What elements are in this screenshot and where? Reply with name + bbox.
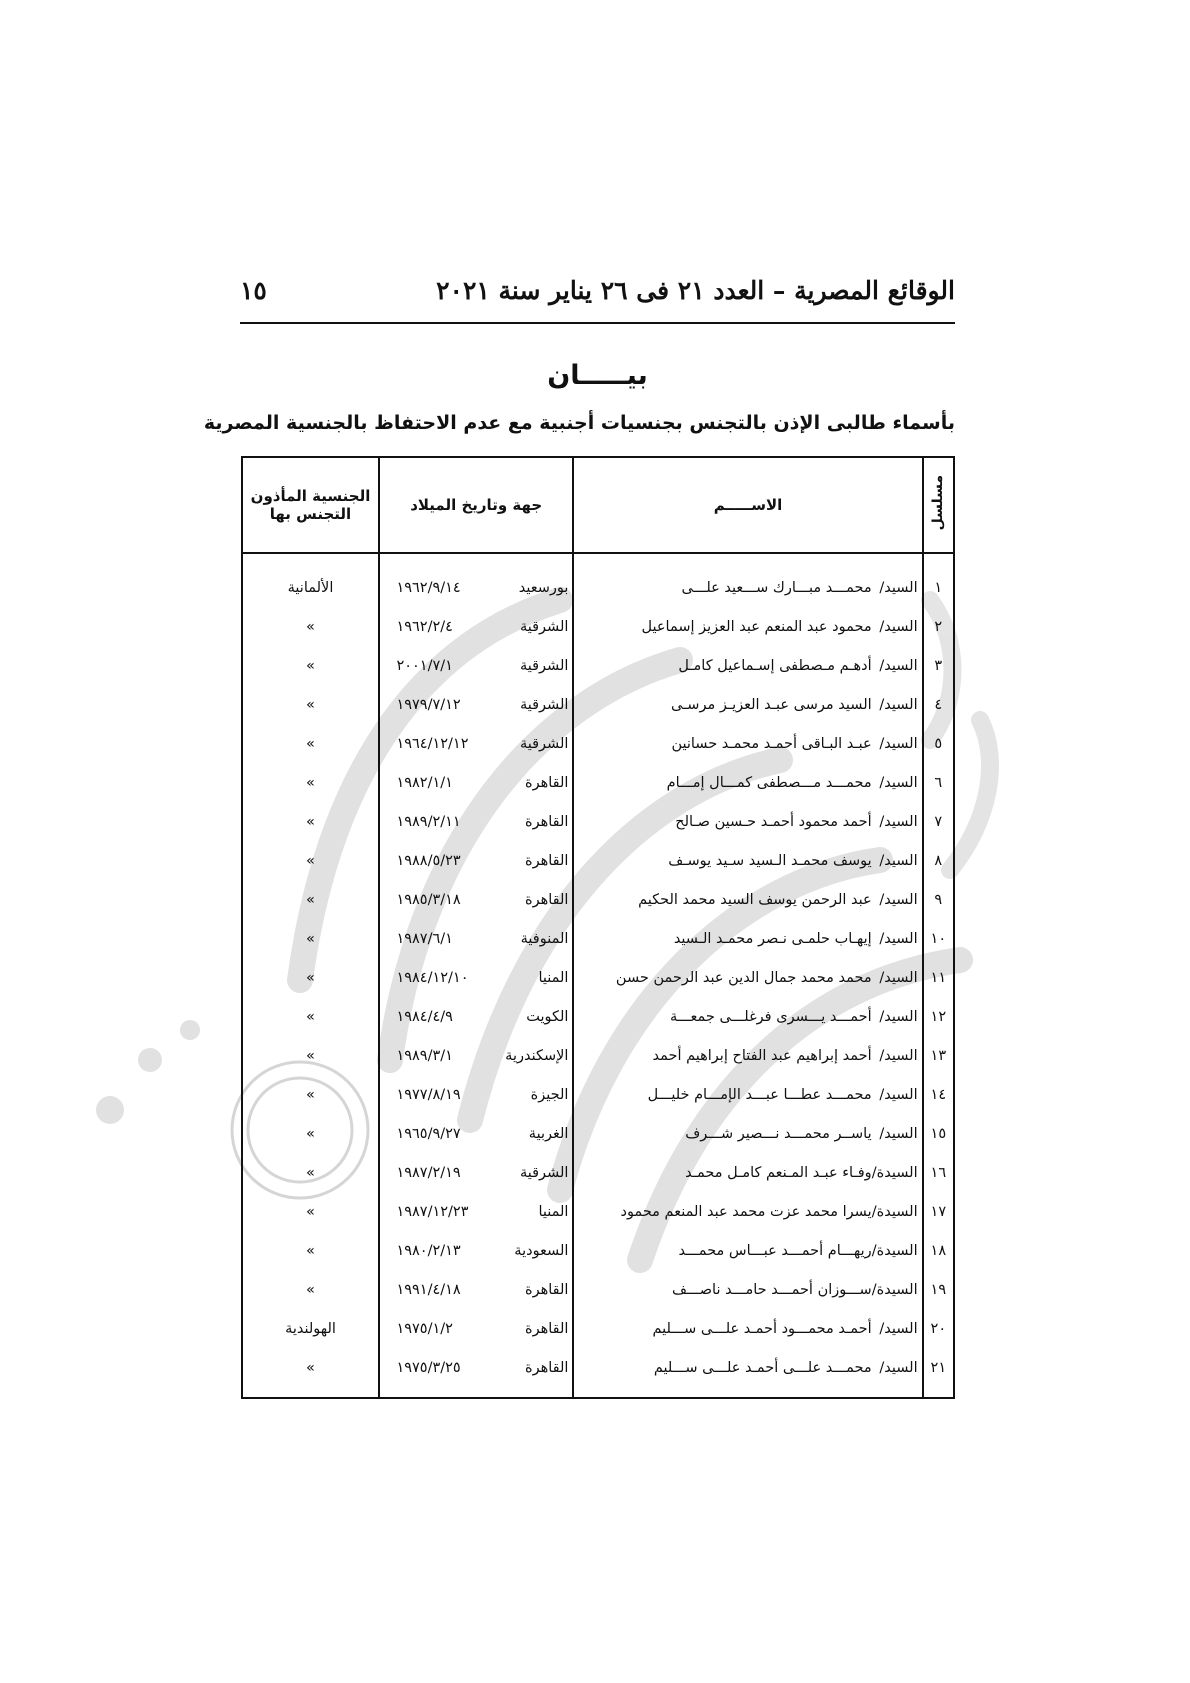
- table-row: [242, 763, 954, 802]
- spacer-cell: [379, 553, 573, 568]
- nationality-cell: »: [242, 919, 379, 958]
- table-spacer-row: [242, 553, 954, 568]
- birth-cell: [379, 607, 573, 646]
- person-name: أحمـد محمـــود أحمـد علـــى ســـليم: [652, 1320, 872, 1337]
- nationality-cell: الألمانية: [242, 568, 379, 607]
- birth-place: الإسكندرية: [505, 1047, 569, 1064]
- person-name: ياســر محمـــد نـــصير شـــرف: [685, 1125, 872, 1142]
- serial-cell: ٧: [923, 802, 954, 841]
- birth-place: القاهرة: [524, 1281, 569, 1298]
- serial-cell: ٥: [923, 724, 954, 763]
- person-name: أحمـــد يـــسرى فرغلـــى جمعـــة: [670, 1008, 872, 1025]
- serial-cell: ٢١: [923, 1348, 954, 1398]
- birth-cell: [379, 1153, 573, 1192]
- table-row: [242, 1231, 954, 1270]
- serial-cell: ٤: [923, 685, 954, 724]
- nationality-cell: »: [242, 1192, 379, 1231]
- birth-date: ١٩٧٥/٣/٢٥: [396, 1359, 461, 1376]
- name-cell: [573, 646, 922, 685]
- nationality-cell: »: [242, 841, 379, 880]
- serial-cell: ١٢: [923, 997, 954, 1036]
- name-cell: [573, 841, 922, 880]
- header-name: الاســـــم: [573, 457, 922, 553]
- table-row: [242, 1036, 954, 1075]
- table-row: [242, 841, 954, 880]
- birth-cell: [379, 1309, 573, 1348]
- name-cell: [573, 568, 922, 607]
- person-name: وفـاء عبـد المـنعم كامـل محمـد: [685, 1164, 872, 1181]
- birth-cell: [379, 958, 573, 997]
- name-cell: [573, 763, 922, 802]
- birth-date: ١٩٦٢/٢/٤: [396, 618, 453, 635]
- nationality-cell: »: [242, 958, 379, 997]
- serial-cell: ١: [923, 568, 954, 607]
- honorific: السيد/: [879, 618, 918, 635]
- honorific: السيدة/: [871, 1281, 918, 1298]
- nationality-cell: »: [242, 802, 379, 841]
- spacer-cell: [573, 553, 922, 568]
- birth-cell: [379, 880, 573, 919]
- serial-cell: ٣: [923, 646, 954, 685]
- nationality-cell: »: [242, 1114, 379, 1153]
- person-name: يوسف محمـد الـسيد سـيد يوسـف: [668, 852, 872, 869]
- name-cell: [573, 880, 922, 919]
- birth-cell: [379, 1192, 573, 1231]
- table-row: [242, 568, 954, 607]
- honorific: السيدة/: [871, 1164, 918, 1181]
- birth-place: الشرقية: [519, 657, 569, 674]
- person-name: ريهـــام أحمـــد عبـــاس محمـــد: [678, 1242, 872, 1259]
- spacer-cell: [242, 553, 379, 568]
- birth-place: القاهرة: [524, 852, 569, 869]
- birth-date: ١٩٦٤/١٢/١٢: [396, 735, 469, 752]
- birth-place: القاهرة: [524, 891, 569, 908]
- birth-date: ١٩٧٥/١/٢: [396, 1320, 453, 1337]
- serial-cell: ١٠: [923, 919, 954, 958]
- nationality-cell: »: [242, 763, 379, 802]
- gazette-header: [240, 270, 955, 320]
- name-cell: [573, 919, 922, 958]
- table-row: [242, 880, 954, 919]
- nationality-cell: »: [242, 685, 379, 724]
- honorific: السيد/: [879, 579, 918, 596]
- birth-place: القاهرة: [524, 774, 569, 791]
- birth-cell: [379, 685, 573, 724]
- birth-cell: [379, 646, 573, 685]
- nationality-cell: »: [242, 1270, 379, 1309]
- honorific: السيد/: [879, 852, 918, 869]
- honorific: السيد/: [879, 1359, 918, 1376]
- birth-cell: [379, 1075, 573, 1114]
- birth-date: ٢٠٠١/٧/١: [396, 657, 453, 674]
- serial-cell: ١٩: [923, 1270, 954, 1309]
- table-row: [242, 1309, 954, 1348]
- serial-cell: ٢٠: [923, 1309, 954, 1348]
- name-cell: [573, 724, 922, 763]
- nationality-cell: »: [242, 880, 379, 919]
- name-cell: [573, 958, 922, 997]
- birth-date: ١٩٨٤/٤/٩: [396, 1008, 453, 1025]
- birth-date: ١٩٨٩/٢/١١: [396, 813, 461, 830]
- birth-place: الشرقية: [519, 696, 569, 713]
- nationality-cell: »: [242, 997, 379, 1036]
- nationality-cell: »: [242, 646, 379, 685]
- name-cell: [573, 1348, 922, 1398]
- table-row: [242, 1153, 954, 1192]
- serial-cell: ١٦: [923, 1153, 954, 1192]
- header-birth-place-date: جهة وتاريخ الميلاد: [379, 457, 573, 553]
- naturalization-table: [241, 456, 955, 1399]
- honorific: السيد/: [879, 735, 918, 752]
- header-divider: [240, 322, 955, 324]
- table-row: [242, 997, 954, 1036]
- birth-date: ١٩٨٨/٥/٢٣: [396, 852, 461, 869]
- birth-cell: [379, 1114, 573, 1153]
- birth-date: ١٩٨٧/٢/١٩: [396, 1164, 461, 1181]
- honorific: السيد/: [879, 696, 918, 713]
- birth-date: ١٩٩١/٤/١٨: [396, 1281, 461, 1298]
- birth-cell: [379, 763, 573, 802]
- nationality-cell: »: [242, 1231, 379, 1270]
- person-name: ســـوزان أحمـــد حامـــد ناصـــف: [671, 1281, 872, 1298]
- name-cell: [573, 1192, 922, 1231]
- person-name: محمـــد علـــى أحمـد علـــى ســـليم: [653, 1359, 872, 1376]
- birth-place: القاهرة: [524, 1359, 569, 1376]
- serial-cell: ١٨: [923, 1231, 954, 1270]
- name-cell: [573, 607, 922, 646]
- nationality-cell: »: [242, 724, 379, 763]
- birth-place: الغربية: [528, 1125, 569, 1142]
- name-cell: [573, 1309, 922, 1348]
- table-row: [242, 1270, 954, 1309]
- honorific: السيدة/: [871, 1242, 918, 1259]
- person-name: أحمد محمود أحمـد حـسين صـالح: [675, 813, 872, 830]
- honorific: السيد/: [879, 969, 918, 986]
- person-name: يسرا محمد عزت محمد عبد المنعم محمود: [620, 1203, 872, 1220]
- nationality-cell: »: [242, 607, 379, 646]
- birth-place: المنيا: [538, 969, 569, 986]
- serial-cell: ١٧: [923, 1192, 954, 1231]
- serial-cell: ٦: [923, 763, 954, 802]
- header-nationality-line1: الجنسية المأذون: [250, 487, 371, 505]
- table-row: [242, 724, 954, 763]
- nationality-cell: »: [242, 1075, 379, 1114]
- nationality-cell: »: [242, 1348, 379, 1398]
- person-name: أدهـم مـصطفى إسـماعيل كامـل: [678, 657, 872, 674]
- header-nationality-line2: التجنس بها: [269, 505, 352, 523]
- table-row: [242, 607, 954, 646]
- nationality-cell: الهولندية: [242, 1309, 379, 1348]
- table-row: [242, 919, 954, 958]
- serial-cell: ١٣: [923, 1036, 954, 1075]
- birth-date: ١٩٨٢/١/١: [396, 774, 453, 791]
- name-cell: [573, 1114, 922, 1153]
- table-row: [242, 1192, 954, 1231]
- gazette-issue-line: الوقائع المصرية – العدد ٢١ فى ٢٦ يناير سنة ٢٠٢١: [436, 276, 955, 305]
- birth-cell: [379, 997, 573, 1036]
- person-name: محمـــد مـــصطفى كمـــال إمـــام: [666, 774, 872, 791]
- table-row: [242, 1075, 954, 1114]
- person-name: محمود عبد المنعم عبد العزيز إسماعيل: [641, 618, 872, 635]
- birth-date: ١٩٦٢/٩/١٤: [396, 579, 461, 596]
- table-row: [242, 958, 954, 997]
- document-subtitle: بأسماء طالبى الإذن بالتجنس بجنسيات أجنبية مع عدم الاحتفاظ بالجنسية المصرية: [203, 412, 955, 434]
- table-body: [242, 553, 954, 1398]
- birth-date: ١٩٧٩/٧/١٢: [396, 696, 461, 713]
- honorific: السيد/: [879, 813, 918, 830]
- birth-date: ١٩٨٧/١٢/٢٣: [396, 1203, 469, 1220]
- person-name: عبد الرحمن يوسف السيد محمد الحكيم: [638, 891, 872, 908]
- birth-date: ١٩٦٥/٩/٢٧: [396, 1125, 461, 1142]
- honorific: السيد/: [879, 930, 918, 947]
- person-name: محمـــد عطـــا عبـــد الإمـــام خليـــل: [647, 1086, 872, 1103]
- name-cell: [573, 1036, 922, 1075]
- birth-cell: [379, 724, 573, 763]
- honorific: السيد/: [879, 1086, 918, 1103]
- birth-place: الشرقية: [519, 618, 569, 635]
- serial-cell: ١١: [923, 958, 954, 997]
- name-cell: [573, 802, 922, 841]
- birth-place: الكويت: [526, 1008, 569, 1025]
- honorific: السيد/: [879, 1047, 918, 1064]
- honorific: السيد/: [879, 1008, 918, 1025]
- birth-place: السعودية: [514, 1242, 569, 1259]
- table-row: [242, 646, 954, 685]
- person-name: محمـــد مبـــارك ســـعيد علـــى: [681, 579, 872, 596]
- person-name: عبـد البـاقى أحمـد محمـد حسانين: [671, 735, 872, 752]
- honorific: السيد/: [879, 774, 918, 791]
- name-cell: [573, 997, 922, 1036]
- name-cell: [573, 1075, 922, 1114]
- name-cell: [573, 1231, 922, 1270]
- table-header-row: [242, 457, 954, 553]
- birth-cell: [379, 1348, 573, 1398]
- person-name: محمد محمد جمال الدين عبد الرحمن حسن: [615, 969, 872, 986]
- document-title: بيـــــان: [547, 360, 648, 391]
- birth-cell: [379, 841, 573, 880]
- serial-cell: ٩: [923, 880, 954, 919]
- spacer-cell: [923, 553, 954, 568]
- table-row: [242, 1114, 954, 1153]
- serial-cell: ١٥: [923, 1114, 954, 1153]
- serial-cell: ٨: [923, 841, 954, 880]
- birth-cell: [379, 568, 573, 607]
- birth-place: القاهرة: [524, 1320, 569, 1337]
- birth-place: الشرقية: [519, 1164, 569, 1181]
- header-nationality: [242, 457, 379, 553]
- honorific: السيد/: [879, 891, 918, 908]
- honorific: السيد/: [879, 1320, 918, 1337]
- birth-date: ١٩٨٧/٦/١: [396, 930, 453, 947]
- birth-cell: [379, 1231, 573, 1270]
- honorific: السيدة/: [871, 1203, 918, 1220]
- page-number: ١٥: [240, 276, 267, 305]
- nationality-cell: »: [242, 1036, 379, 1075]
- name-cell: [573, 685, 922, 724]
- birth-date: ١٩٨٥/٣/١٨: [396, 891, 461, 908]
- birth-date: ١٩٨٩/٣/١: [396, 1047, 453, 1064]
- birth-date: ١٩٧٧/٨/١٩: [396, 1086, 461, 1103]
- serial-cell: ١٤: [923, 1075, 954, 1114]
- birth-cell: [379, 802, 573, 841]
- person-name: إيهـاب حلمـى نـصر محمـد الـسيد: [673, 930, 872, 947]
- honorific: السيد/: [879, 657, 918, 674]
- birth-cell: [379, 919, 573, 958]
- birth-place: القاهرة: [524, 813, 569, 830]
- name-cell: [573, 1153, 922, 1192]
- name-cell: [573, 1270, 922, 1309]
- serial-cell: ٢: [923, 607, 954, 646]
- table-row: [242, 802, 954, 841]
- nationality-cell: »: [242, 1153, 379, 1192]
- birth-place: الشرقية: [519, 735, 569, 752]
- birth-place: الجيزة: [530, 1086, 569, 1103]
- birth-place: بورسعيد: [518, 579, 569, 596]
- birth-cell: [379, 1270, 573, 1309]
- table-row: [242, 1348, 954, 1398]
- birth-date: ١٩٨٤/١٢/١٠: [396, 969, 469, 986]
- birth-date: ١٩٨٠/٢/١٣: [396, 1242, 461, 1259]
- person-name: السيد مرسى عبـد العزيـز مرسـى: [670, 696, 872, 713]
- person-name: أحمد إبراهيم عبد الفتاح إبراهيم أحمد: [652, 1047, 872, 1064]
- birth-cell: [379, 1036, 573, 1075]
- birth-place: المنوفية: [520, 930, 569, 947]
- table-row: [242, 685, 954, 724]
- birth-place: المنيا: [538, 1203, 569, 1220]
- header-serial: مسلسل: [923, 457, 954, 553]
- honorific: السيد/: [879, 1125, 918, 1142]
